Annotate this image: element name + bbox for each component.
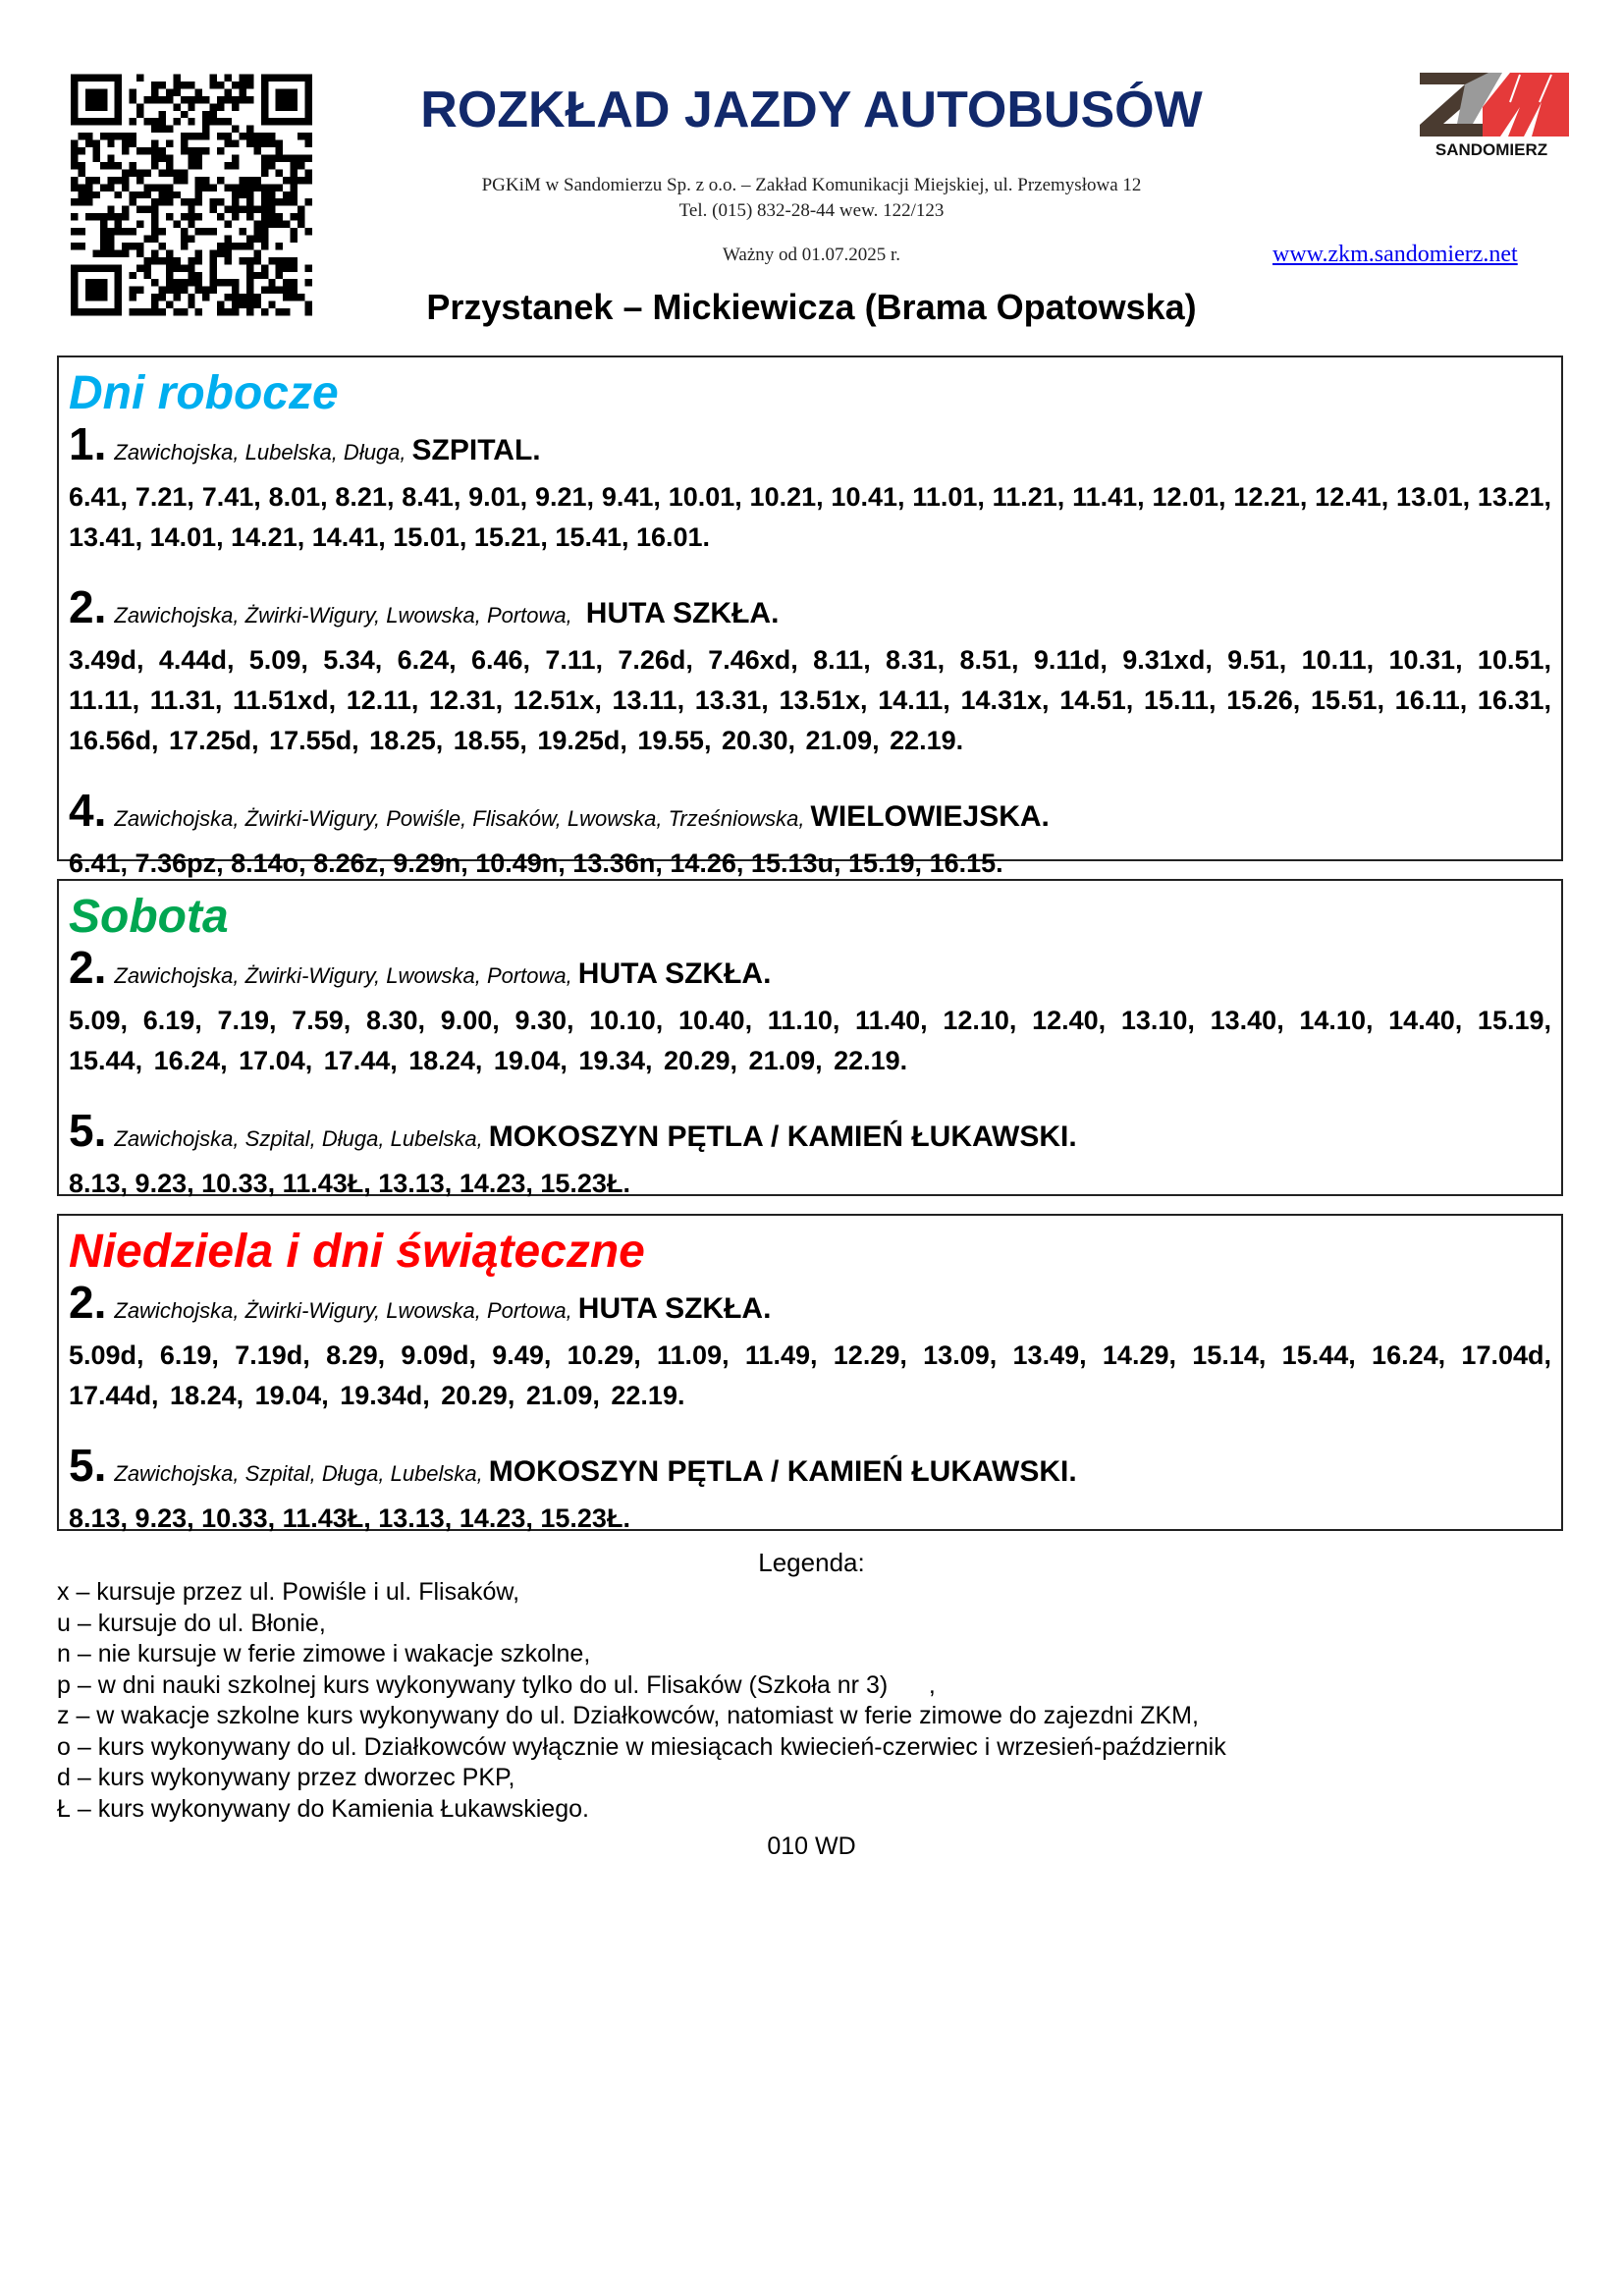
- website-link[interactable]: www.zkm.sandomierz.net: [1272, 242, 1518, 267]
- page-title: ROZKŁAD JAZDY AUTOBUSÓW: [420, 82, 1203, 138]
- route-number: 5.: [69, 1440, 107, 1491]
- legend-title: Legenda:: [758, 1548, 865, 1577]
- logo-text: SANDOMIERZ: [1434, 140, 1548, 159]
- route-5: [69, 1440, 1561, 1539]
- route-streets: Zawichojska, Szpital, Długa, Lubelska,: [114, 1461, 483, 1486]
- legend-item: Ł – kurs wykonywany do Kamienia Łukawskiego.: [57, 1794, 589, 1823]
- legend-item: n – nie kursuje w ferie zimowe i wakacje szkolne,: [57, 1640, 591, 1667]
- route-number: 4.: [69, 785, 107, 836]
- route-destination: MOKOSZYN PĘTLA / KAMIEŃ ŁUKAWSKI.: [488, 1121, 1077, 1153]
- route-times: 8.13, 9.23, 10.33, 11.43Ł, 13.13, 14.23, 15.23Ł.: [69, 1169, 630, 1198]
- route-times: 5.09d, 6.19, 7.19d, 8.29, 9.09d, 9.49, 10.29, 11.09, 11.49, 12.29, 13.09, 13.49, 14.29, 15.14, 15.44, 16.24, 17.04d, 17.44d, 18.24, 19.04, 19.34d, 20.29, 21.09, 22.19.: [69, 1340, 1551, 1410]
- route-streets: Zawichojska, Żwirki-Wigury, Lwowska, Portowa,: [114, 963, 572, 988]
- section-sunday: [57, 1214, 1563, 1531]
- valid-from: Ważny od 01.07.2025 r.: [722, 245, 901, 265]
- section-saturday: [57, 879, 1563, 1196]
- route-streets: Zawichojska, Szpital, Długa, Lubelska,: [114, 1126, 483, 1151]
- route-5: [69, 1105, 1561, 1204]
- route-times: 6.41, 7.36pz, 8.14o, 8.26z, 9.29n, 10.49n, 13.36n, 14.26, 15.13u, 15.19, 16.15.: [69, 848, 1003, 878]
- route-destination: WIELOWIEJSKA.: [810, 800, 1050, 833]
- route-destination: HUTA SZKŁA.: [585, 597, 780, 629]
- legend-item: u – kursuje do ul. Błonie,: [57, 1609, 326, 1637]
- route-2: [69, 1277, 1561, 1416]
- timetable-code: 010 WD: [767, 1832, 856, 1860]
- stop-name: Przystanek – Mickiewicza (Brama Opatowska): [426, 287, 1197, 327]
- route-number: 2.: [69, 581, 107, 632]
- route-2: [69, 942, 1561, 1081]
- organization-info: PGKiM w Sandomierzu Sp. z o.o. – Zakład Komunikacji Miejskiej, ul. Przemysłowa 12: [481, 175, 1142, 195]
- route-destination: HUTA SZKŁA.: [577, 957, 772, 990]
- zkm-logo-icon: [1414, 63, 1569, 159]
- legend-item: z – w wakacje szkolne kurs wykonywany do ul. Działkowców, natomiast w ferie zimowe do zajezdni ZKM,: [57, 1702, 1199, 1729]
- route-times: 3.49d, 4.44d, 5.09, 5.34, 6.24, 6.46, 7.11, 7.26d, 7.46xd, 8.11, 8.31, 8.51, 9.11d, 9.31xd, 9.51, 10.11, 10.31, 10.51, 11.11, 11.31, 11.51xd, 12.11, 12.31, 12.51x, 13.11, 13.31, 13.51x, 14.11, 14.31x, 14.51, 15.11, 15.26, 15.51, 16.11, 16.31, 16.56d, 17.25d, 17.55d, 18.25, 18.55, 19.25d, 19.55, 20.30, 21.09, 22.19.: [69, 645, 1551, 755]
- route-times: 5.09, 6.19, 7.19, 7.59, 8.30, 9.00, 9.30, 10.10, 10.40, 11.10, 11.40, 12.10, 12.40, 13.10, 13.40, 14.10, 14.40, 15.19, 15.44, 16.24, 17.04, 17.44, 18.24, 19.04, 19.34, 20.29, 21.09, 22.19.: [69, 1006, 1551, 1075]
- route-4: [69, 785, 1561, 884]
- route-streets: Zawichojska, Żwirki-Wigury, Powiśle, Flisaków, Lwowska, Trześniowska,: [114, 806, 805, 831]
- route-destination: HUTA SZKŁA.: [577, 1292, 772, 1325]
- section-heading-saturday: Sobota: [69, 891, 229, 943]
- section-heading-sunday: Niedziela i dni świąteczne: [69, 1226, 645, 1278]
- route-number: 1.: [69, 418, 107, 469]
- route-destination: SZPITAL.: [411, 434, 541, 466]
- legend: [57, 1577, 1226, 1825]
- section-heading-weekdays: Dni robocze: [69, 367, 339, 419]
- route-destination: MOKOSZYN PĘTLA / KAMIEŃ ŁUKAWSKI.: [488, 1455, 1077, 1488]
- qr-code-icon: [71, 74, 312, 316]
- legend-item: o – kurs wykonywany do ul. Działkowców wyłącznie w miesiącach kwiecień-czerwiec i wrzesień-październik: [57, 1732, 1226, 1761]
- route-number: 5.: [69, 1105, 107, 1156]
- legend-item: d – kurs wykonywany przez dworzec PKP,: [57, 1764, 515, 1791]
- route-2: [69, 581, 1561, 761]
- phone-info: Tel. (015) 832-28-44 wew. 122/123: [678, 200, 945, 221]
- route-streets: Zawichojska, Lubelska, Długa,: [114, 440, 406, 465]
- route-number: 2.: [69, 942, 107, 993]
- legend-item: p – w dni nauki szkolnej kurs wykonywany tylko do ul. Flisaków (Szkoła nr 3) ,: [57, 1670, 936, 1699]
- route-streets: Zawichojska, Żwirki-Wigury, Lwowska, Portowa,: [114, 603, 572, 628]
- legend-item: x – kursuje przez ul. Powiśle i ul. Flisaków,: [57, 1578, 520, 1606]
- route-streets: Zawichojska, Żwirki-Wigury, Lwowska, Portowa,: [114, 1298, 572, 1323]
- route-times: 8.13, 9.23, 10.33, 11.43Ł, 13.13, 14.23, 15.23Ł.: [69, 1503, 630, 1533]
- route-1: [69, 418, 1561, 558]
- section-weekdays: [57, 355, 1563, 878]
- route-times: 6.41, 7.21, 7.41, 8.01, 8.21, 8.41, 9.01, 9.21, 9.41, 10.01, 10.21, 10.41, 11.01, 11.21, 11.41, 12.01, 12.21, 12.41, 13.01, 13.21, 13.41, 14.01, 14.21, 14.41, 15.01, 15.21, 15.41, 16.01.: [69, 482, 1551, 552]
- route-number: 2.: [69, 1277, 107, 1328]
